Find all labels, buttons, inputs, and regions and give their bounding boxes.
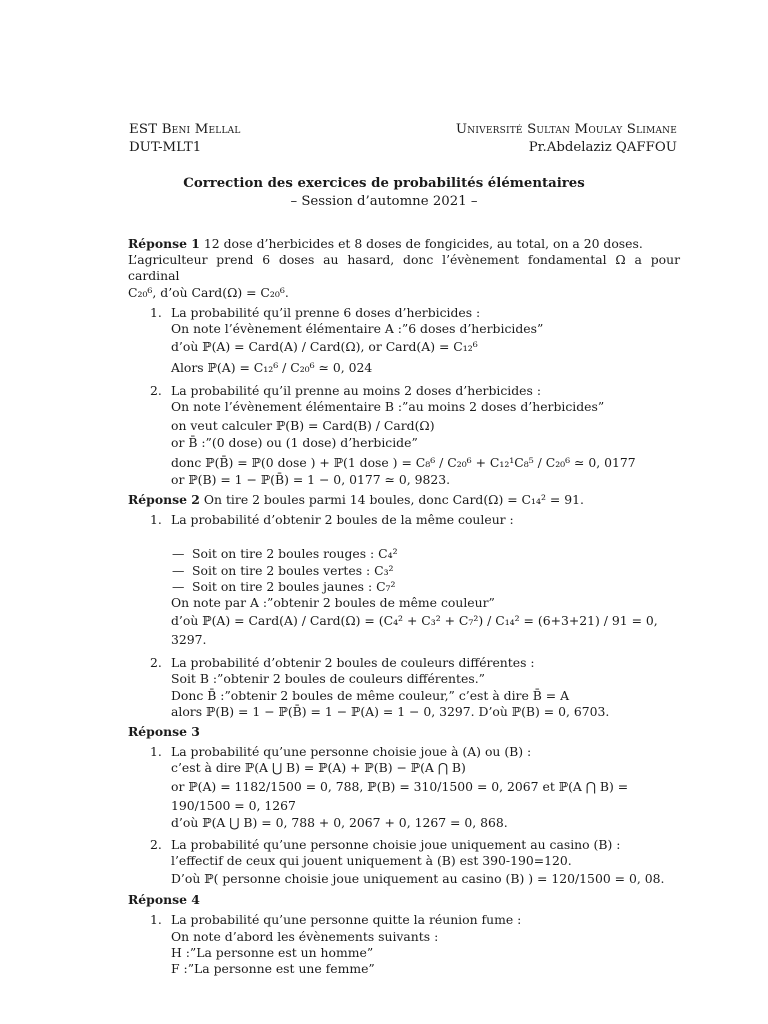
response-4-label: Réponse 4 <box>128 892 200 908</box>
response-2-intro <box>128 492 680 508</box>
question-title: La probabilité qu’une personne quitte la réunion fume : <box>171 912 522 928</box>
math-line: D’où ℙ( personne choisie joue uniquement au casino (B) ) = 120/1500 = 0, 08. <box>171 871 665 887</box>
response-1-label: Réponse 1 <box>128 236 200 251</box>
response-4-question-1 <box>128 912 680 977</box>
title-block <box>0 175 768 211</box>
response-3-label: Réponse 3 <box>128 724 200 740</box>
math-line: d’où ℙ(A ⋃ B) = 0, 788 + 0, 2067 + 0, 1267 = 0, 868. <box>171 814 508 830</box>
question-title: La probabilité qu’il prenne au moins 2 doses d’herbicides : <box>171 383 541 399</box>
question-number: 1. <box>150 912 162 928</box>
response-1-intro-line-3: C₂₀⁶, d’où Card(Ω) = C₂₀⁶. <box>128 284 289 300</box>
main-content <box>128 236 680 977</box>
question-title: La probabilité qu’une personne choisie joue uniquement au casino (B) : <box>171 836 621 852</box>
question-number: 1. <box>150 744 162 760</box>
math-line: Alors ℙ(A) = C₁₂⁶ / C₂₀⁶ ≃ 0, 024 <box>171 360 373 376</box>
math-line: donc ℙ(B̄) = ℙ(0 dose ) + ℙ(1 dose ) = C₈⁶ / C₂₀⁶ + C₁₂¹C₈⁵ / C₂₀⁶ ≃ 0, 0177 <box>171 454 636 470</box>
question-number: 2. <box>150 383 162 399</box>
math-line: d’où ℙ(A) = Card(A) / Card(Ω), or Card(A) = C₁₂⁶ <box>171 339 478 355</box>
blank-line <box>171 528 680 544</box>
dash-bullet: — <box>172 546 185 562</box>
math-line: On note d’abord les évènements suivants : <box>171 928 439 944</box>
response-2-label: Réponse 2 <box>128 492 200 508</box>
math-line: on veut calculer ℙ(B) = Card(B) / Card(Ω) <box>171 417 435 433</box>
math-line: On note l’évènement élémentaire B :”au moins 2 doses d’herbicides” <box>171 399 605 415</box>
math-line: alors ℙ(B) = 1 − ℙ(B̄) = 1 − ℙ(A) = 1 − 0, 3297. D’où ℙ(B) = 0, 6703. <box>171 703 610 719</box>
math-line: H :”La personne est un homme” <box>171 944 374 960</box>
bullet-text: Soit on tire 2 boules rouges : C₄² <box>192 546 398 562</box>
math-line: F :”La personne est une femme” <box>171 961 375 977</box>
math-line: c’est à dire ℙ(A ⋃ B) = ℙ(A) + ℙ(B) − ℙ(A ⋂ B) <box>171 760 466 776</box>
header-row-1 <box>129 120 677 139</box>
response-3-question-2 <box>128 837 680 888</box>
bullet-text: Soit on tire 2 boules jaunes : C₇² <box>192 578 396 594</box>
response-2-intro-text: On tire 2 boules parmi 14 boules, donc Card(Ω) = C₁₄² = 91. <box>203 492 584 508</box>
page-subtitle: – Session d’automne 2021 – <box>290 194 478 209</box>
university-label: Université Sultan Moulay Slimane <box>455 122 677 137</box>
header-row-2 <box>129 138 677 157</box>
response-1-intro-line-1: 12 dose d’herbicides et 8 doses de fongicides, au total, on a 20 doses. <box>203 236 643 251</box>
response-2-question-1 <box>128 512 680 649</box>
math-line: On note par A :”obtenir 2 boules de même couleur” <box>171 595 495 611</box>
question-title: La probabilité d’obtenir 2 boules de la même couleur : <box>171 512 514 528</box>
dash-bullet: — <box>172 562 185 578</box>
response-1-intro <box>128 236 680 252</box>
question-number: 2. <box>150 655 162 671</box>
question-number: 1. <box>150 304 162 320</box>
response-3-question-1 <box>128 744 680 831</box>
response-1-question-1 <box>128 305 680 377</box>
bullet-text: Soit on tire 2 boules vertes : C₃² <box>192 562 394 578</box>
response-1-question-2 <box>128 383 680 488</box>
page-title: Correction des exercices de probabilités élémentaires <box>183 176 585 191</box>
response-1-intro-line-2: L’agriculteur prend 6 doses au hasard, donc l’évènement fondamental Ω a pour cardinal <box>128 252 680 284</box>
institution-label: EST Beni Mellal <box>129 122 241 137</box>
author-label: Pr.Abdelaziz QAFFOU <box>528 140 677 155</box>
math-line: Donc B̄ :”obtenir 2 boules de même couleur,” c’est à dire B̄ = A <box>171 687 570 703</box>
dash-bullet: — <box>172 578 185 594</box>
bullet-item <box>171 579 680 595</box>
math-line: or B̄ :”(0 dose) ou (1 dose) d’herbicide” <box>171 434 418 450</box>
math-line: l’effectif de ceux qui jouent uniquement à (B) est 390-190=120. <box>171 853 572 869</box>
response-2-question-2 <box>128 655 680 720</box>
question-number: 2. <box>150 836 162 852</box>
question-title: La probabilité qu’une personne choisie joue à (A) ou (B) : <box>171 744 532 760</box>
math-line: d’où ℙ(A) = Card(A) / Card(Ω) = (C₄² + C₃² + C₇²) / C₁₄² = (6+3+21) / 91 = 0, 3297. <box>171 613 658 648</box>
question-title: La probabilité d’obtenir 2 boules de couleurs différentes : <box>171 655 535 671</box>
question-number: 1. <box>150 512 162 528</box>
math-line: Soit B :”obtenir 2 boules de couleurs différentes.” <box>171 671 485 687</box>
math-line: or ℙ(B) = 1 − ℙ(B̄) = 1 − 0, 0177 ≃ 0, 9823. <box>171 471 451 487</box>
bullet-item <box>171 563 680 579</box>
bullet-item <box>171 546 680 562</box>
math-line: On note l’évènement élémentaire A :”6 doses d’herbicides” <box>171 321 544 337</box>
question-title: La probabilité qu’il prenne 6 doses d’herbicides : <box>171 304 481 320</box>
math-line: or ℙ(A) = 1182/1500 = 0, 788, ℙ(B) = 310/1500 = 0, 2067 et ℙ(A ⋂ B) = 190/1500 = 0, 1267 <box>171 778 629 813</box>
program-label: DUT-MLT1 <box>129 140 202 155</box>
